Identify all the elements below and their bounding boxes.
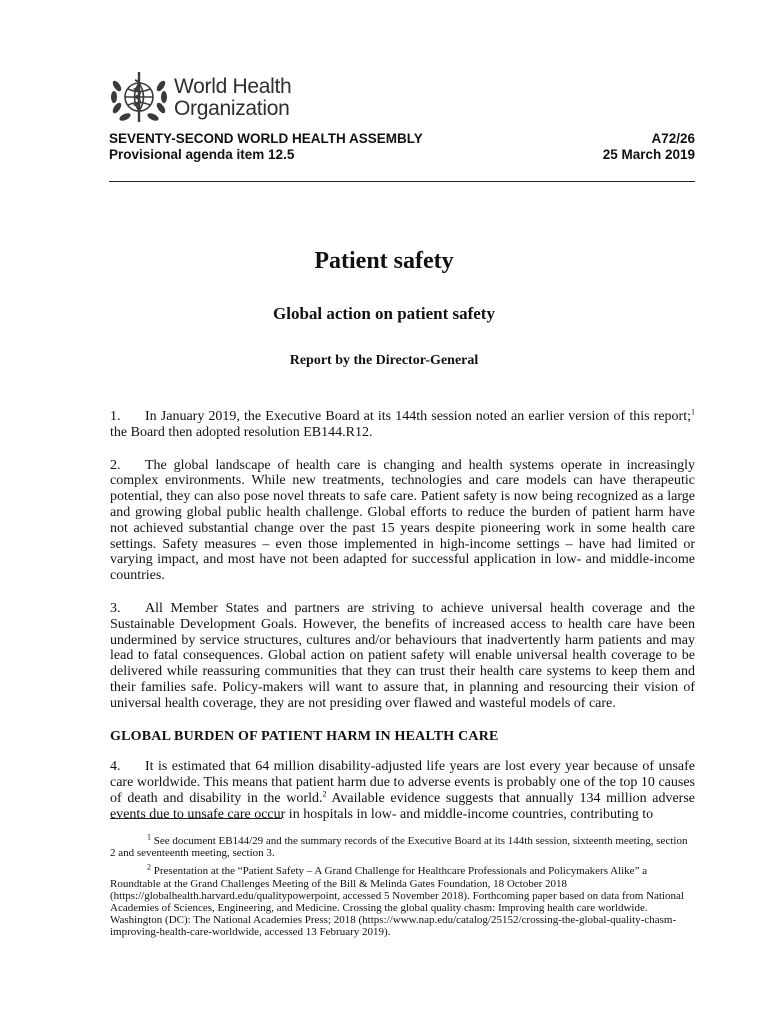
page-subtitle: Global action on patient safety xyxy=(273,304,495,323)
footnote-divider xyxy=(110,818,282,819)
document-code: A72/26 xyxy=(651,131,695,146)
paragraph-3 xyxy=(110,601,695,712)
footnote-1 xyxy=(110,832,695,860)
paragraph-text: In January 2019, the Executive Board at its 144th session noted an earlier version of this report; xyxy=(145,409,691,424)
footnote-ref[interactable]: 2 xyxy=(322,789,327,799)
agenda-item: Provisional agenda item 12.5 xyxy=(109,147,295,162)
footnote-text: See document EB144/29 and the summary records of the Executive Board at its 144th session, sixteenth meeting, section 2 and seventeenth meeting, section 3. xyxy=(110,835,688,860)
footnote-marker: 1 xyxy=(147,832,151,842)
document-header xyxy=(109,131,695,163)
document-date: 25 March 2019 xyxy=(602,147,695,162)
paragraph-number: 4. xyxy=(110,759,121,775)
who-logo xyxy=(108,68,291,128)
paragraph-text-tail: the Board then adopted resolution EB144.R12. xyxy=(110,424,373,440)
document-body xyxy=(110,409,695,840)
header-divider xyxy=(109,181,695,182)
paragraph-number: 2. xyxy=(110,457,121,473)
who-emblem-icon xyxy=(108,68,170,128)
footnote-ref[interactable]: 1 xyxy=(691,407,695,417)
footnote-text: Presentation at the “Patient Safety – A Grand Challenge for Healthcare Professionals and Policymakers Alike” a Roundtable at the Grand Challenges Meeting of the Bill & Melinda Gates Foundation, 18 October 2018 (https://globalhealth.harvard.edu/qualitypowerpoint, accessed 5 November 2018). Forthcoming paper based on data from National Academies of Sciences, Engineering, and Medicine. Crossing the global quality chasm: Improving health care worldwide. Washington (DC): The National Academies Press; 2018 (https://www.nap.edu/catalog/25152/crossing-the-global-quality-chasm-improving-health-care-worldwide, accessed 13 February 2019). xyxy=(110,865,684,939)
footnotes xyxy=(110,832,695,945)
paragraph-number: 1. xyxy=(110,409,121,424)
paragraph-1 xyxy=(110,409,695,441)
footnote-2 xyxy=(110,862,695,939)
page-title: Patient safety xyxy=(314,248,454,274)
paragraph-text-tail: Available evidence suggests that annually 134 million adverse events due to unsafe care occur in hospitals in low- and middle-income countries, contributing to xyxy=(110,790,696,822)
report-byline: Report by the Director-General xyxy=(289,353,479,368)
organization-name xyxy=(174,76,291,120)
assembly-name: SEVENTY-SECOND WORLD HEALTH ASSEMBLY xyxy=(109,131,423,146)
paragraph-text: All Member States and partners are striving to achieve universal health coverage and the Sustainable Development Goals. However, the benefits of increased access to health care have been undermined by service structures, cultures and/or behaviours that inadvertently harm patients and may lead to fatal consequences. Global action on patient safety will enable universal health coverage to be delivered while reassuring communities that they can trust their health care systems to keep them and their families safe. Policy-makers will want to assure that, in planning and resourcing their vision of universal health coverage, they are not presiding over flawed and wasteful models of care. xyxy=(110,600,695,711)
paragraph-4 xyxy=(110,759,695,822)
paragraph-2 xyxy=(110,458,695,584)
org-name-line1: World Health xyxy=(174,75,292,98)
section-heading: GLOBAL BURDEN OF PATIENT HARM IN HEALTH CARE xyxy=(110,728,499,744)
paragraph-text: It is estimated that 64 million disability-adjusted life years are lost every year because of unsafe care worldwide. This means that patient harm due to adverse events is probably one of the top 10 causes of death and disability in the world. xyxy=(110,759,695,806)
paragraph-number: 3. xyxy=(110,600,121,616)
paragraph-text: The global landscape of health care is changing and health systems operate in increasingly complex environments. While new treatments, technologies and care models can have therapeutic potential, they can also pose novel threats to safe care. Patient safety is now being recognized as a large and growing global public health challenge. Global efforts to reduce the burden of patient harm have not achieved substantial change over the past 15 years despite pioneering work in some health care settings. Safety measures – even those implemented in high-income settings – have had limited or varying impact, and most have not been adapted for successful application in low- and middle-income countries. xyxy=(110,457,695,584)
footnote-marker: 2 xyxy=(147,862,151,872)
org-name-line2: Organization xyxy=(174,97,290,120)
